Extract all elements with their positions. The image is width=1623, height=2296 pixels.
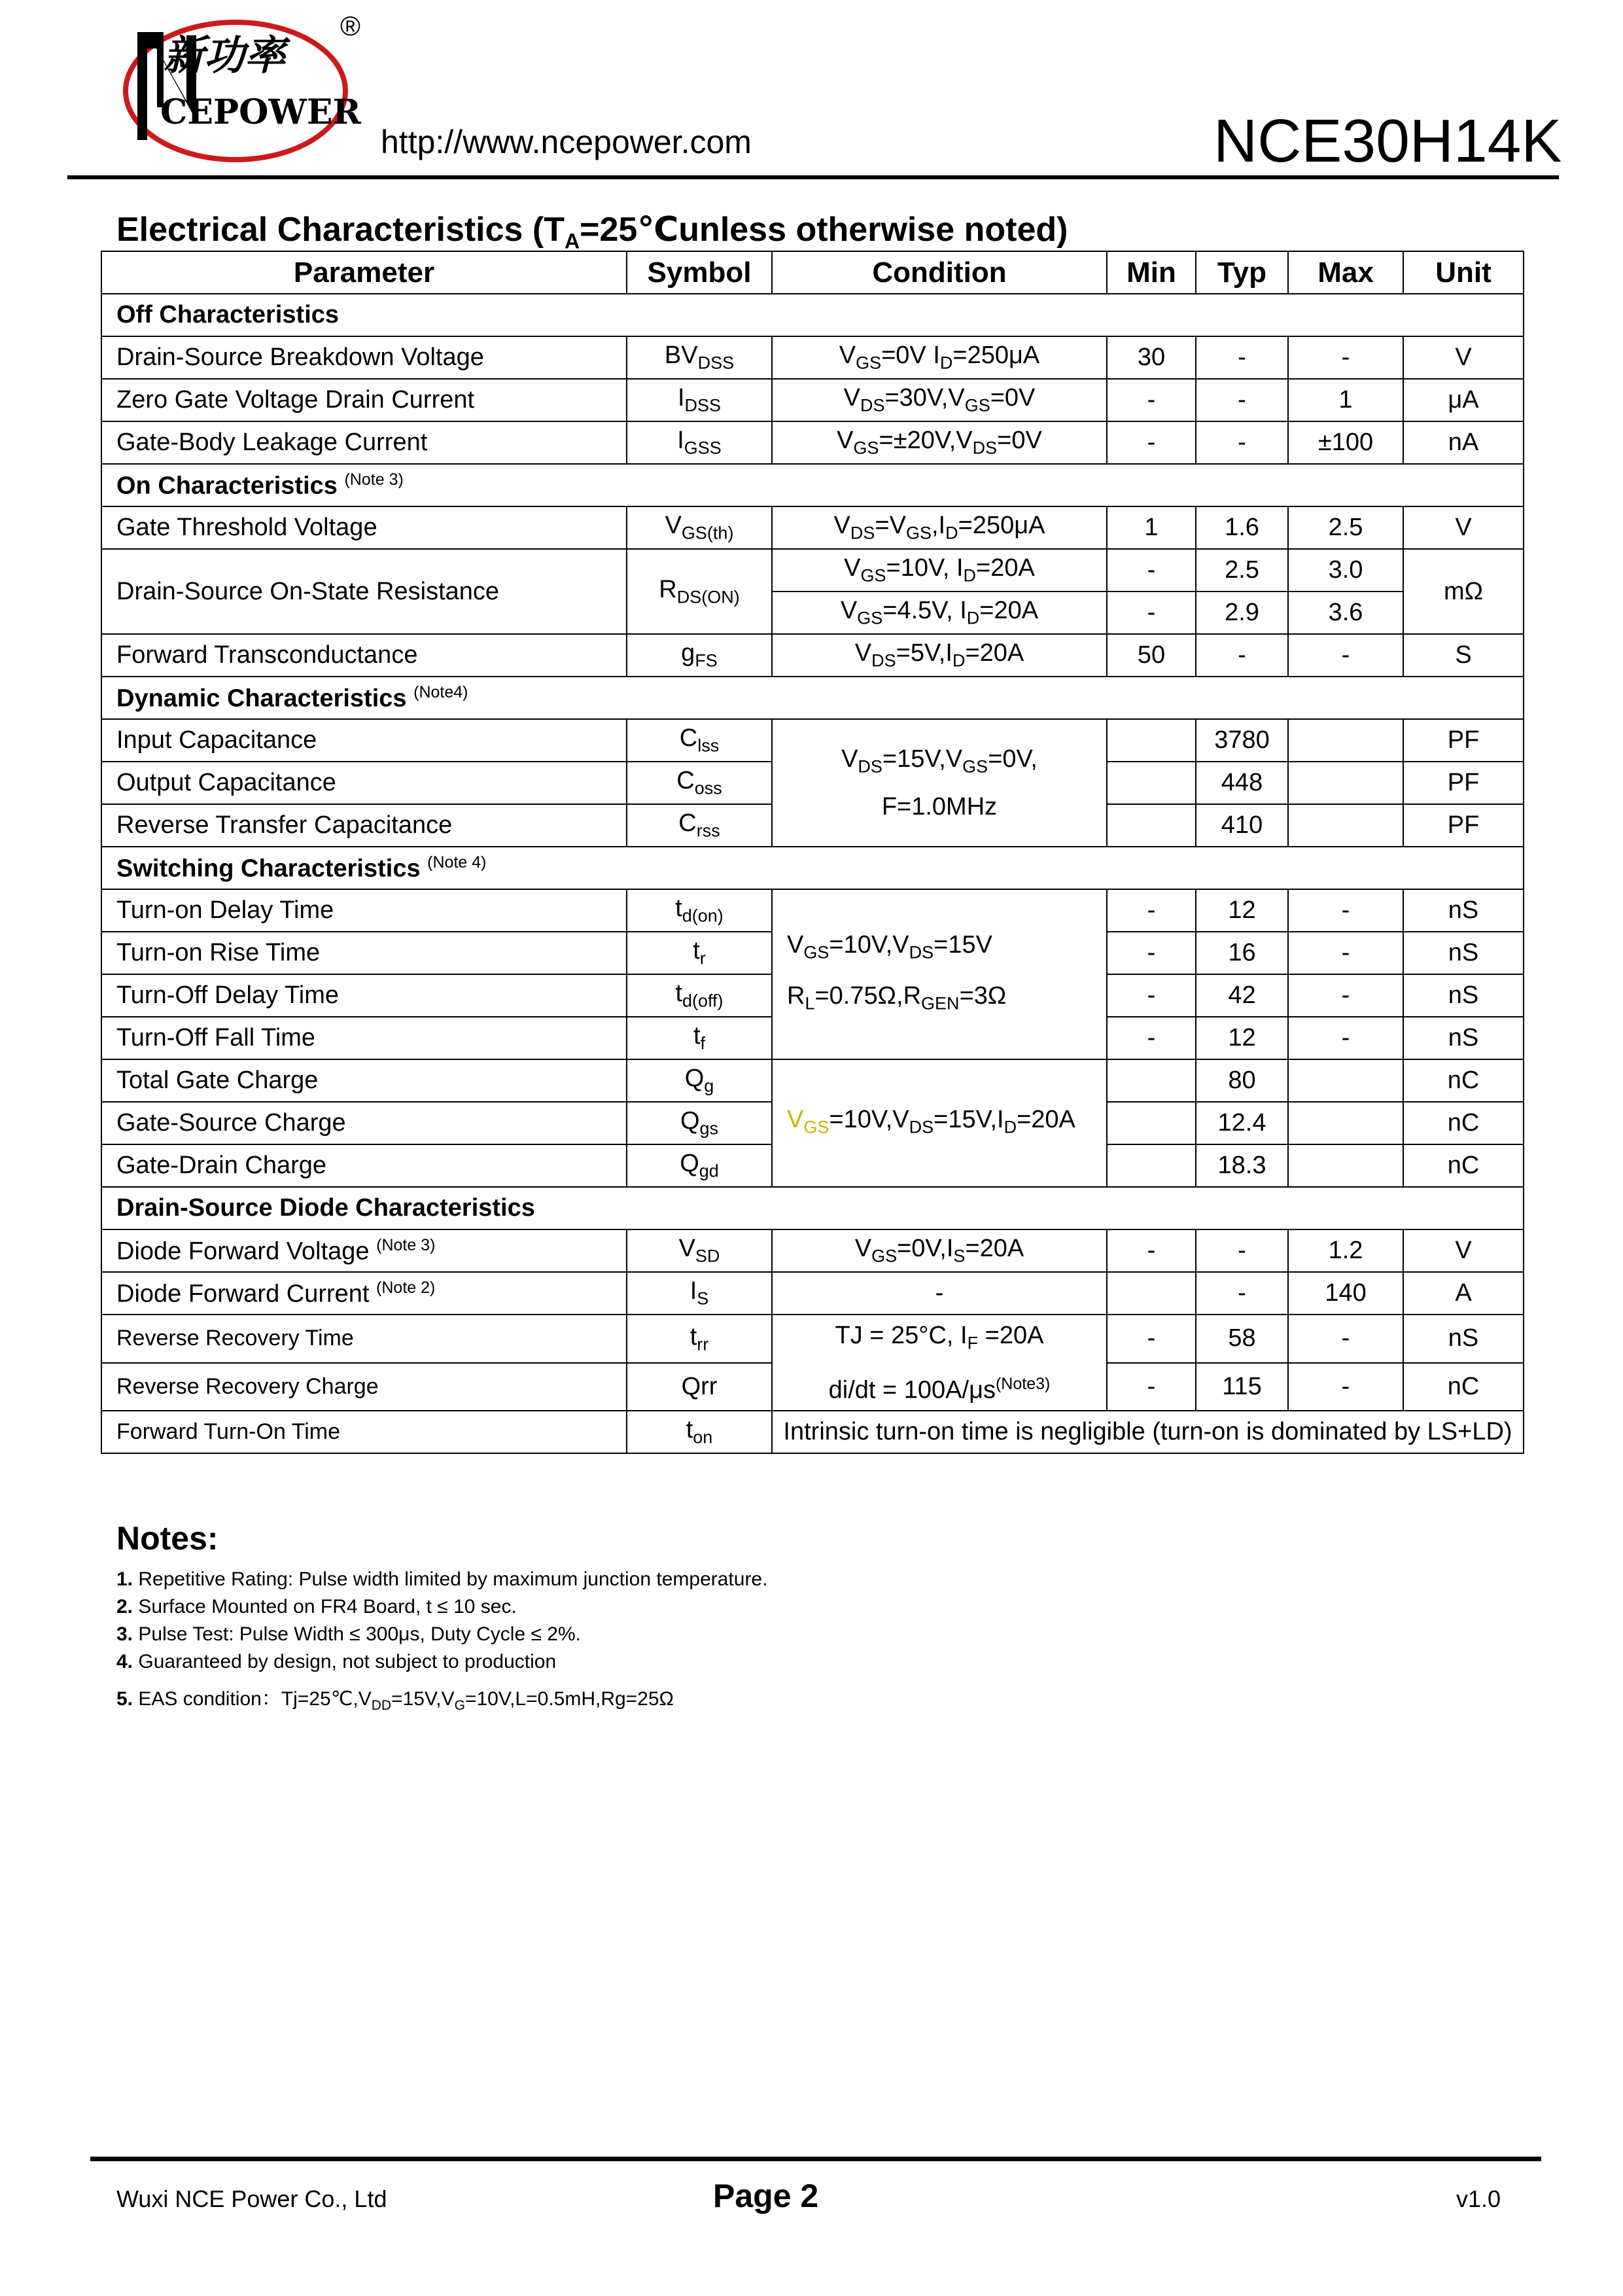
header-min: Min (1107, 251, 1196, 294)
typ-cell: 42 (1196, 974, 1288, 1017)
typ-cell: 18.3 (1196, 1144, 1288, 1187)
param-cell: Turn-Off Delay Time (101, 974, 627, 1017)
condition-cell: $V_{GS}=\pm 20V,V_{DS}=0V$ (772, 421, 1107, 464)
table-row (101, 1315, 1524, 1363)
min-cell: - (1107, 1315, 1196, 1363)
typ-cell: - (1196, 634, 1288, 677)
symbol-cell: $Q_{gd}$ (627, 1144, 772, 1187)
symbol-cell: $C_{rss}$ (627, 804, 772, 847)
electrical-characteristics-table (101, 251, 1524, 1454)
min-cell: - (1107, 1363, 1196, 1411)
document-version: v1.0 (1456, 2185, 1501, 2212)
min-cell: - (1107, 549, 1196, 592)
typ-cell: - (1196, 1229, 1288, 1272)
max-cell: 3.6 (1288, 592, 1403, 634)
note-1: 1. Repetitive Rating: Pulse width limited by maximum junction temperature. (116, 1568, 768, 1590)
section-off: Off Characteristics (101, 294, 1524, 336)
unit-cell: PF (1403, 804, 1524, 847)
unit-cell: nC (1403, 1144, 1524, 1187)
unit-cell: V (1403, 1229, 1524, 1272)
unit-cell: V (1403, 506, 1524, 549)
min-cell: 1 (1107, 506, 1196, 549)
note-3: 3. Pulse Test: Pulse Width ≤ 300μs, Duty Cycle ≤ 2%. (116, 1623, 581, 1645)
table-row (101, 719, 1524, 762)
typ-cell: - (1196, 379, 1288, 421)
param-cell: Drain-Source Breakdown Voltage (101, 336, 627, 379)
max-cell (1288, 762, 1403, 804)
param-cell: Diode Forward Voltage $^{(Note 3)}$ (101, 1229, 627, 1272)
min-cell (1107, 1272, 1196, 1315)
unit-cell: A (1403, 1272, 1524, 1315)
section-row (101, 847, 1524, 889)
param-cell: Reverse Recovery Charge (101, 1363, 627, 1411)
unit-cell: V (1403, 336, 1524, 379)
symbol-cell: $t_{d(on)}$ (627, 889, 772, 932)
param-cell: Reverse Recovery Time (101, 1315, 627, 1363)
table-row (101, 379, 1524, 421)
max-cell: 140 (1288, 1272, 1403, 1315)
param-cell: Gate-Drain Charge (101, 1144, 627, 1187)
symbol-cell: $Q_g$ (627, 1059, 772, 1102)
min-cell (1107, 1102, 1196, 1144)
symbol-cell: $V_{GS(th)}$ (627, 506, 772, 549)
param-cell: Gate-Body Leakage Current (101, 421, 627, 464)
typ-cell: 12 (1196, 889, 1288, 932)
condition-cell: TJ = 25°C, $I_F =20A$ $di/dt = 100A/\mu s^{(Note3)}$ (772, 1315, 1107, 1411)
max-cell: 2.5 (1288, 506, 1403, 549)
min-cell: - (1107, 379, 1196, 421)
unit-cell: PF (1403, 762, 1524, 804)
symbol-cell: $I_{GSS}$ (627, 421, 772, 464)
max-cell: - (1288, 932, 1403, 974)
unit-cell: nS (1403, 974, 1524, 1017)
param-cell: Drain-Source On-State Resistance (101, 549, 627, 634)
symbol-cell: $V_{SD}$ (627, 1229, 772, 1272)
max-cell (1288, 1059, 1403, 1102)
section-row (101, 294, 1524, 336)
min-cell: - (1107, 889, 1196, 932)
condition-cell: $V_{GS}=10V,V_{DS}=15V,I_D=20A$ (772, 1059, 1107, 1187)
unit-cell: nC (1403, 1363, 1524, 1411)
typ-cell: 115 (1196, 1363, 1288, 1411)
typ-cell: 80 (1196, 1059, 1288, 1102)
min-cell: - (1107, 1017, 1196, 1059)
typ-cell: 16 (1196, 932, 1288, 974)
param-cell: Forward Turn-On Time (101, 1411, 627, 1453)
typ-cell: 12 (1196, 1017, 1288, 1059)
section-dynamic: Dynamic Characteristics $^{(Note4)}$ (101, 677, 1524, 719)
condition-cell: Intrinsic turn-on time is negligible (turn-on is dominated by LS+LD) (772, 1411, 1524, 1453)
table-row (101, 889, 1524, 932)
section-row (101, 464, 1524, 506)
min-cell: - (1107, 1229, 1196, 1272)
max-cell: - (1288, 1363, 1403, 1411)
min-cell (1107, 1144, 1196, 1187)
min-cell (1107, 719, 1196, 762)
typ-cell: 448 (1196, 762, 1288, 804)
unit-cell: nS (1403, 889, 1524, 932)
param-cell: Output Capacitance (101, 762, 627, 804)
header-symbol: Symbol (627, 251, 772, 294)
table-row (101, 1059, 1524, 1102)
table-row (101, 549, 1524, 592)
condition-cell: $V_{GS}=4.5V$, $I_D=20A$ (772, 592, 1107, 634)
section-on: On Characteristics $^{(Note 3)}$ (101, 464, 1524, 506)
table-row (101, 1411, 1524, 1453)
note-5: 5. EAS condition：$Tj=25℃,V_{DD}=15V,V_G=10V,L=0.5mH,Rg=25\Omega$ (116, 1688, 674, 1713)
table-row (101, 506, 1524, 549)
section-title: Electrical Characteristics ($T_A=25℃unless$ otherwise noted) (116, 211, 1068, 253)
typ-cell: - (1196, 421, 1288, 464)
symbol-cell: $t_{d(off)}$ (627, 974, 772, 1017)
param-cell: Forward Transconductance (101, 634, 627, 677)
unit-cell: nA (1403, 421, 1524, 464)
note-4: 4. Guaranteed by design, not subject to production (116, 1651, 557, 1672)
symbol-cell: $R_{DS(ON)}$ (627, 549, 772, 634)
param-cell: Input Capacitance (101, 719, 627, 762)
unit-cell: nC (1403, 1102, 1524, 1144)
unit-cell: mΩ (1403, 549, 1524, 634)
max-cell: 3.0 (1288, 549, 1403, 592)
table-header-row (101, 251, 1524, 294)
notes-title: Notes: (116, 1520, 218, 1557)
section-diode: Drain-Source Diode Characteristics (101, 1187, 1524, 1229)
unit-cell: nS (1403, 1315, 1524, 1363)
symbol-cell: $BV_{DSS}$ (627, 336, 772, 379)
typ-cell: 2.9 (1196, 592, 1288, 634)
symbol-cell: $t_{on}$ (627, 1411, 772, 1453)
header-parameter: Parameter (101, 251, 627, 294)
typ-cell: 3780 (1196, 719, 1288, 762)
typ-cell: 2.5 (1196, 549, 1288, 592)
min-cell: - (1107, 974, 1196, 1017)
footer-company: Wuxi NCE Power Co., Ltd (116, 2185, 387, 2212)
max-cell (1288, 1144, 1403, 1187)
condition-cell: $V_{DS}=5V,I_D=20A$ (772, 634, 1107, 677)
section-row (101, 1187, 1524, 1229)
symbol-cell: $t_f$ (627, 1017, 772, 1059)
condition-cell: $V_{GS}=10V$, $I_D=20A$ (772, 549, 1107, 592)
logo-english-text: CEPOWER (160, 92, 361, 132)
symbol-cell: $Q_{gs}$ (627, 1102, 772, 1144)
typ-cell: 58 (1196, 1315, 1288, 1363)
condition-cell: $V_{DS}=V_{GS},I_D=250\mu A$ (772, 506, 1107, 549)
min-cell (1107, 1059, 1196, 1102)
param-cell: Gate-Source Charge (101, 1102, 627, 1144)
footer-divider (90, 2157, 1541, 2161)
unit-cell: nS (1403, 1017, 1524, 1059)
max-cell: - (1288, 974, 1403, 1017)
header-divider (67, 175, 1559, 179)
unit-cell: PF (1403, 719, 1524, 762)
header-typ: Typ (1196, 251, 1288, 294)
min-cell (1107, 762, 1196, 804)
param-cell: Reverse Transfer Capacitance (101, 804, 627, 847)
table-row (101, 634, 1524, 677)
header-unit: Unit (1403, 251, 1524, 294)
max-cell: 1.2 (1288, 1229, 1403, 1272)
unit-cell: nS (1403, 932, 1524, 974)
condition-cell: - (772, 1272, 1107, 1315)
company-logo (118, 9, 373, 173)
typ-cell: 12.4 (1196, 1102, 1288, 1144)
header-max: Max (1288, 251, 1403, 294)
symbol-cell: $C_{oss}$ (627, 762, 772, 804)
param-cell: Turn-Off Fall Time (101, 1017, 627, 1059)
param-cell: Total Gate Charge (101, 1059, 627, 1102)
typ-cell: 1.6 (1196, 506, 1288, 549)
typ-cell: 410 (1196, 804, 1288, 847)
condition-cell: $V_{GS}=10V,V_{DS}=15V$ $R_L=0.75\Omega,R_{GEN}=3\Omega$ (772, 889, 1107, 1059)
max-cell: - (1288, 889, 1403, 932)
condition-cell: $V_{GS}=0V$ $I_D=250\mu A$ (772, 336, 1107, 379)
param-cell: Gate Threshold Voltage (101, 506, 627, 549)
typ-cell: - (1196, 336, 1288, 379)
param-cell: Turn-on Delay Time (101, 889, 627, 932)
condition-cell: $V_{DS}=15V,V_{GS}=0V$, F=1.0MHz (772, 719, 1107, 847)
note-2: 2. Surface Mounted on FR4 Board, t ≤ 10 sec. (116, 1596, 517, 1617)
symbol-cell: $I_S$ (627, 1272, 772, 1315)
unit-cell: μA (1403, 379, 1524, 421)
max-cell: 1 (1288, 379, 1403, 421)
table-row (101, 1272, 1524, 1315)
condition-cell: $V_{DS}=30V,V_{GS}=0V$ (772, 379, 1107, 421)
section-row (101, 677, 1524, 719)
min-cell: - (1107, 932, 1196, 974)
min-cell: - (1107, 421, 1196, 464)
symbol-cell: Qrr (627, 1363, 772, 1411)
symbol-cell: $I_{DSS}$ (627, 379, 772, 421)
condition-cell: $V_{GS}=0V,I_S=20A$ (772, 1229, 1107, 1272)
min-cell: 30 (1107, 336, 1196, 379)
table-row (101, 1229, 1524, 1272)
symbol-cell: $C_{lss}$ (627, 719, 772, 762)
logo-chinese-text: 新功率 (164, 31, 286, 79)
typ-cell: - (1196, 1272, 1288, 1315)
max-cell: - (1288, 1017, 1403, 1059)
symbol-cell: $t_r$ (627, 932, 772, 974)
max-cell (1288, 804, 1403, 847)
section-switching: Switching Characteristics $^{(Note 4)}$ (101, 847, 1524, 889)
registered-mark: ® (340, 10, 360, 41)
max-cell: - (1288, 336, 1403, 379)
unit-cell: nC (1403, 1059, 1524, 1102)
max-cell: ±100 (1288, 421, 1403, 464)
max-cell: - (1288, 634, 1403, 677)
symbol-cell: $g_{FS}$ (627, 634, 772, 677)
page-number: Page 2 (713, 2178, 819, 2214)
param-cell: Diode Forward Current $^{(Note 2)}$ (101, 1272, 627, 1315)
min-cell (1107, 804, 1196, 847)
unit-cell: S (1403, 634, 1524, 677)
max-cell (1288, 1102, 1403, 1144)
table-row (101, 421, 1524, 464)
max-cell (1288, 719, 1403, 762)
symbol-cell: $t_{rr}$ (627, 1315, 772, 1363)
param-cell: Zero Gate Voltage Drain Current (101, 379, 627, 421)
min-cell: 50 (1107, 634, 1196, 677)
max-cell: - (1288, 1315, 1403, 1363)
part-number: NCE30H14K (1213, 107, 1562, 175)
table-row (101, 336, 1524, 379)
param-cell: Turn-on Rise Time (101, 932, 627, 974)
company-url[interactable]: http://www.ncepower.com (381, 124, 752, 160)
header-condition: Condition (772, 251, 1107, 294)
min-cell: - (1107, 592, 1196, 634)
